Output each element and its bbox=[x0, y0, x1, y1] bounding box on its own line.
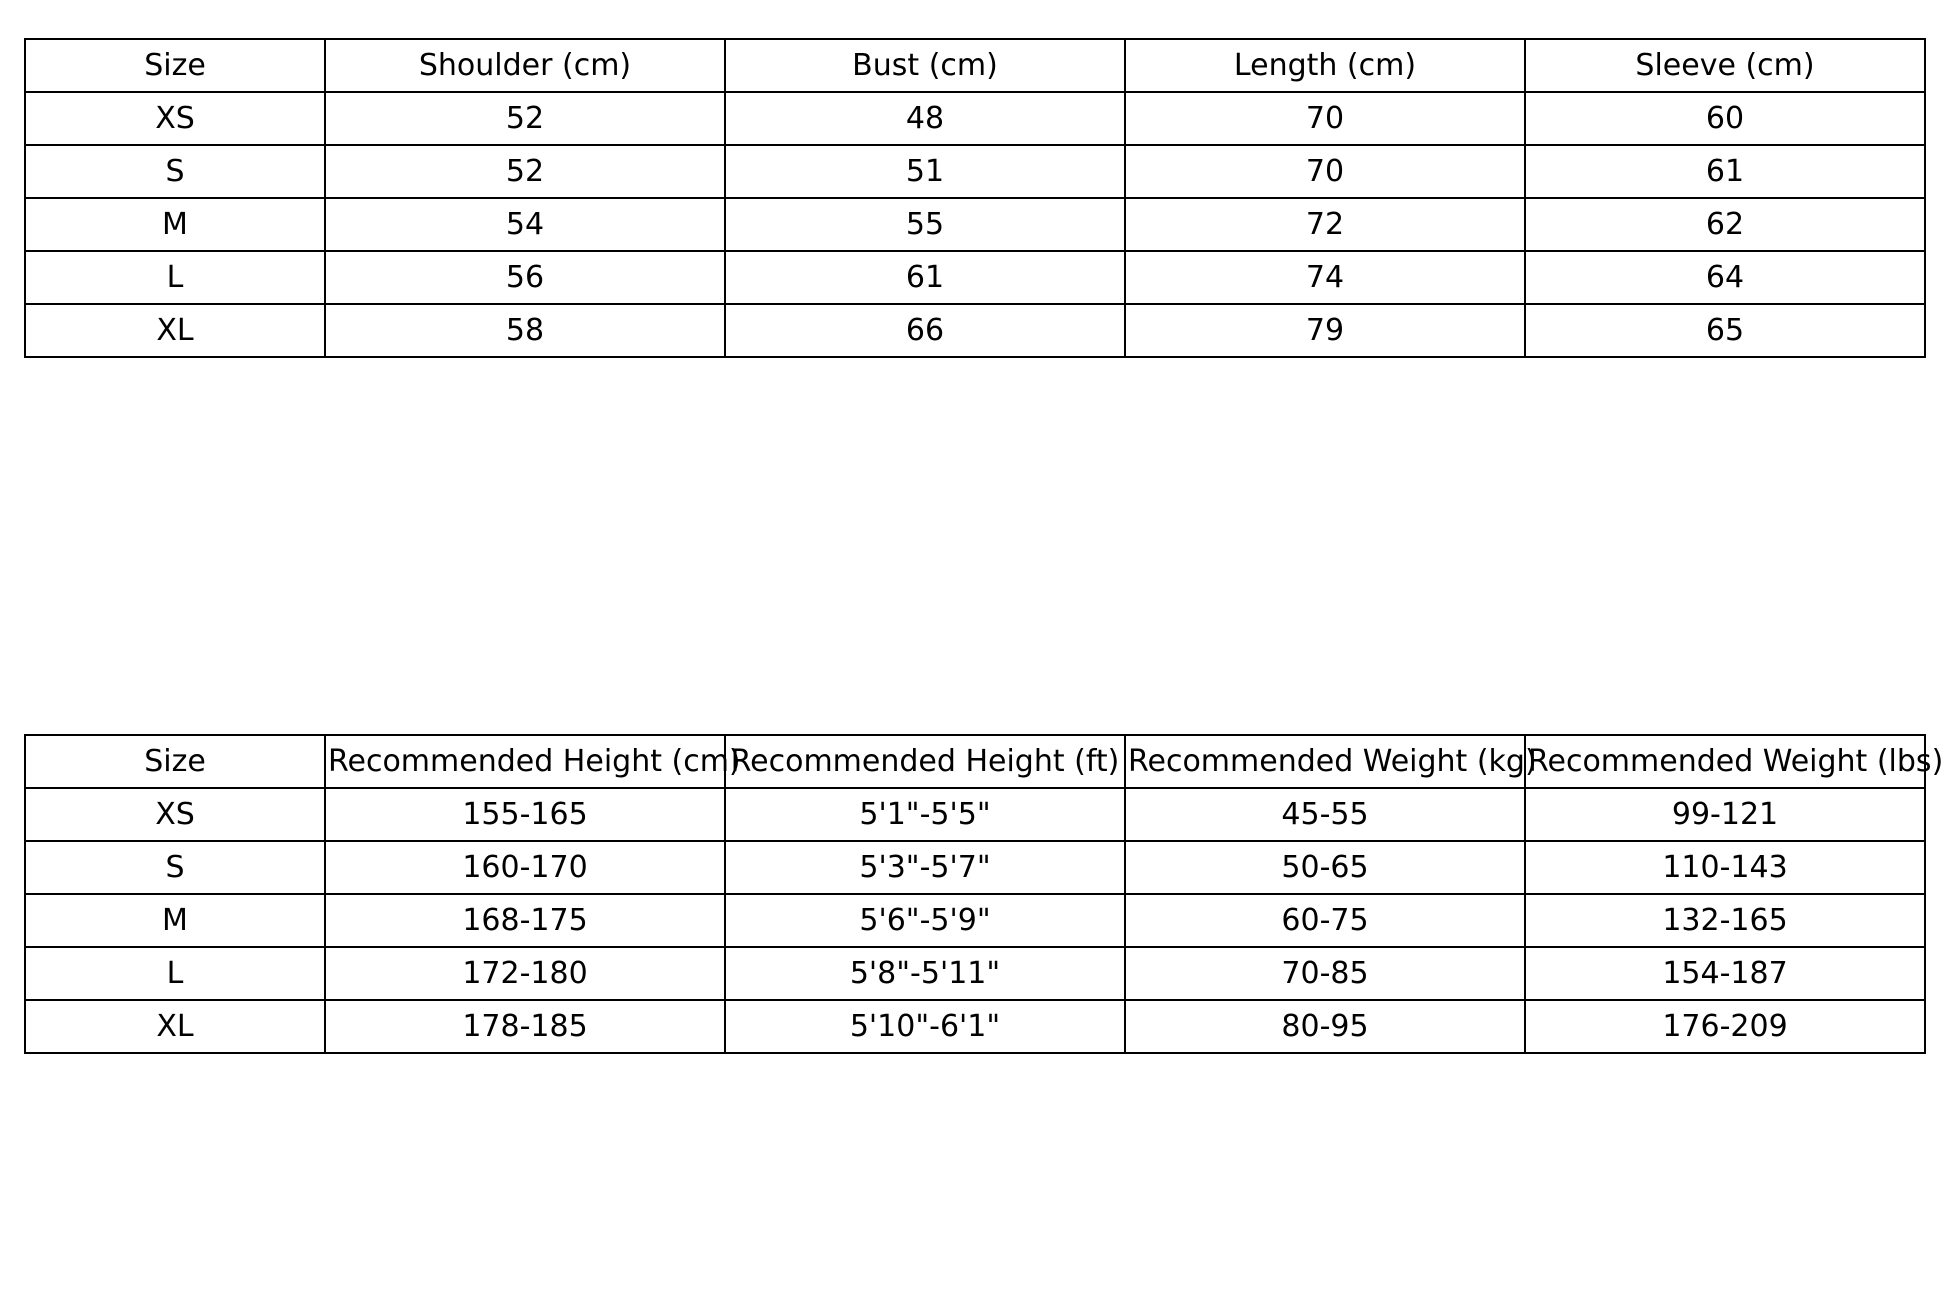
cell-shoulder: 54 bbox=[325, 198, 725, 251]
column-header-weight-lbs bbox=[1525, 735, 1944, 788]
cell-height-cm: 155-165 bbox=[325, 788, 725, 841]
table-row bbox=[25, 304, 1925, 357]
cell-height-cm: 172-180 bbox=[325, 947, 725, 1000]
cell-shoulder: 52 bbox=[325, 145, 725, 198]
cell-bust: 48 bbox=[725, 92, 1125, 145]
cell-height-cm: 178-185 bbox=[325, 1000, 725, 1053]
cell-size: M bbox=[25, 198, 325, 251]
column-header-length: Length (cm) bbox=[1125, 39, 1525, 92]
cell-shoulder: 58 bbox=[325, 304, 725, 357]
table-header-row bbox=[25, 39, 1925, 92]
column-header-shoulder: Shoulder (cm) bbox=[325, 39, 725, 92]
cell-shoulder: 52 bbox=[325, 92, 725, 145]
cell-length: 72 bbox=[1125, 198, 1525, 251]
cell-size: S bbox=[25, 841, 325, 894]
cell-size: XS bbox=[25, 788, 325, 841]
column-header-height-cm-label: Recommended Height (cm) bbox=[328, 744, 741, 779]
table-row bbox=[25, 841, 1925, 894]
table-row bbox=[25, 947, 1925, 1000]
column-header-sleeve: Sleeve (cm) bbox=[1525, 39, 1925, 92]
cell-height-ft: 5'1"-5'5" bbox=[725, 788, 1125, 841]
column-header-size: Size bbox=[25, 39, 325, 92]
column-header-weight-kg-label: Recommended Weight (kg) bbox=[1128, 744, 1537, 779]
cell-height-ft: 5'6"-5'9" bbox=[725, 894, 1125, 947]
column-header-height-cm bbox=[325, 735, 741, 788]
cell-weight-kg: 45-55 bbox=[1125, 788, 1525, 841]
cell-height-cm: 160-170 bbox=[325, 841, 725, 894]
cell-weight-kg: 50-65 bbox=[1125, 841, 1525, 894]
cell-sleeve: 65 bbox=[1525, 304, 1925, 357]
cell-size: L bbox=[25, 947, 325, 1000]
table-header-row bbox=[25, 735, 1925, 788]
table-row bbox=[25, 251, 1925, 304]
table-row bbox=[25, 92, 1925, 145]
column-header-size bbox=[25, 735, 325, 788]
table-row bbox=[25, 894, 1925, 947]
table-row bbox=[25, 198, 1925, 251]
cell-height-ft: 5'8"-5'11" bbox=[725, 947, 1125, 1000]
column-header-height-ft-label: Recommended Height (ft) bbox=[730, 744, 1120, 779]
table-row bbox=[25, 145, 1925, 198]
cell-size: XL bbox=[25, 1000, 325, 1053]
cell-size: XS bbox=[25, 92, 325, 145]
cell-length: 70 bbox=[1125, 145, 1525, 198]
cell-bust: 51 bbox=[725, 145, 1125, 198]
cell-weight-lbs: 110-143 bbox=[1525, 841, 1925, 894]
cell-sleeve: 62 bbox=[1525, 198, 1925, 251]
cell-weight-kg: 70-85 bbox=[1125, 947, 1525, 1000]
cell-size: S bbox=[25, 145, 325, 198]
cell-height-ft: 5'10"-6'1" bbox=[725, 1000, 1125, 1053]
cell-shoulder: 56 bbox=[325, 251, 725, 304]
cell-size: XL bbox=[25, 304, 325, 357]
cell-size: L bbox=[25, 251, 325, 304]
cell-size: M bbox=[25, 894, 325, 947]
cell-height-ft: 5'3"-5'7" bbox=[725, 841, 1125, 894]
column-header-weight-lbs-label: Recommended Weight (lbs) bbox=[1528, 744, 1944, 779]
cell-weight-lbs: 176-209 bbox=[1525, 1000, 1925, 1053]
cell-weight-kg: 80-95 bbox=[1125, 1000, 1525, 1053]
column-header-bust: Bust (cm) bbox=[725, 39, 1125, 92]
cell-length: 74 bbox=[1125, 251, 1525, 304]
cell-weight-lbs: 132-165 bbox=[1525, 894, 1925, 947]
column-header-size-label: Size bbox=[144, 744, 206, 779]
cell-sleeve: 61 bbox=[1525, 145, 1925, 198]
cell-sleeve: 64 bbox=[1525, 251, 1925, 304]
cell-height-cm: 168-175 bbox=[325, 894, 725, 947]
cell-length: 79 bbox=[1125, 304, 1525, 357]
table-row bbox=[25, 788, 1925, 841]
column-header-weight-kg bbox=[1125, 735, 1537, 788]
cell-weight-kg: 60-75 bbox=[1125, 894, 1525, 947]
column-header-height-ft bbox=[725, 735, 1125, 788]
cell-bust: 66 bbox=[725, 304, 1125, 357]
cell-length: 70 bbox=[1125, 92, 1525, 145]
cell-weight-lbs: 99-121 bbox=[1525, 788, 1925, 841]
garment-measurements-table bbox=[24, 38, 1926, 358]
cell-weight-lbs: 154-187 bbox=[1525, 947, 1925, 1000]
cell-bust: 61 bbox=[725, 251, 1125, 304]
size-recommendation-table bbox=[24, 734, 1944, 1054]
cell-bust: 55 bbox=[725, 198, 1125, 251]
table-row bbox=[25, 1000, 1925, 1053]
cell-sleeve: 60 bbox=[1525, 92, 1925, 145]
